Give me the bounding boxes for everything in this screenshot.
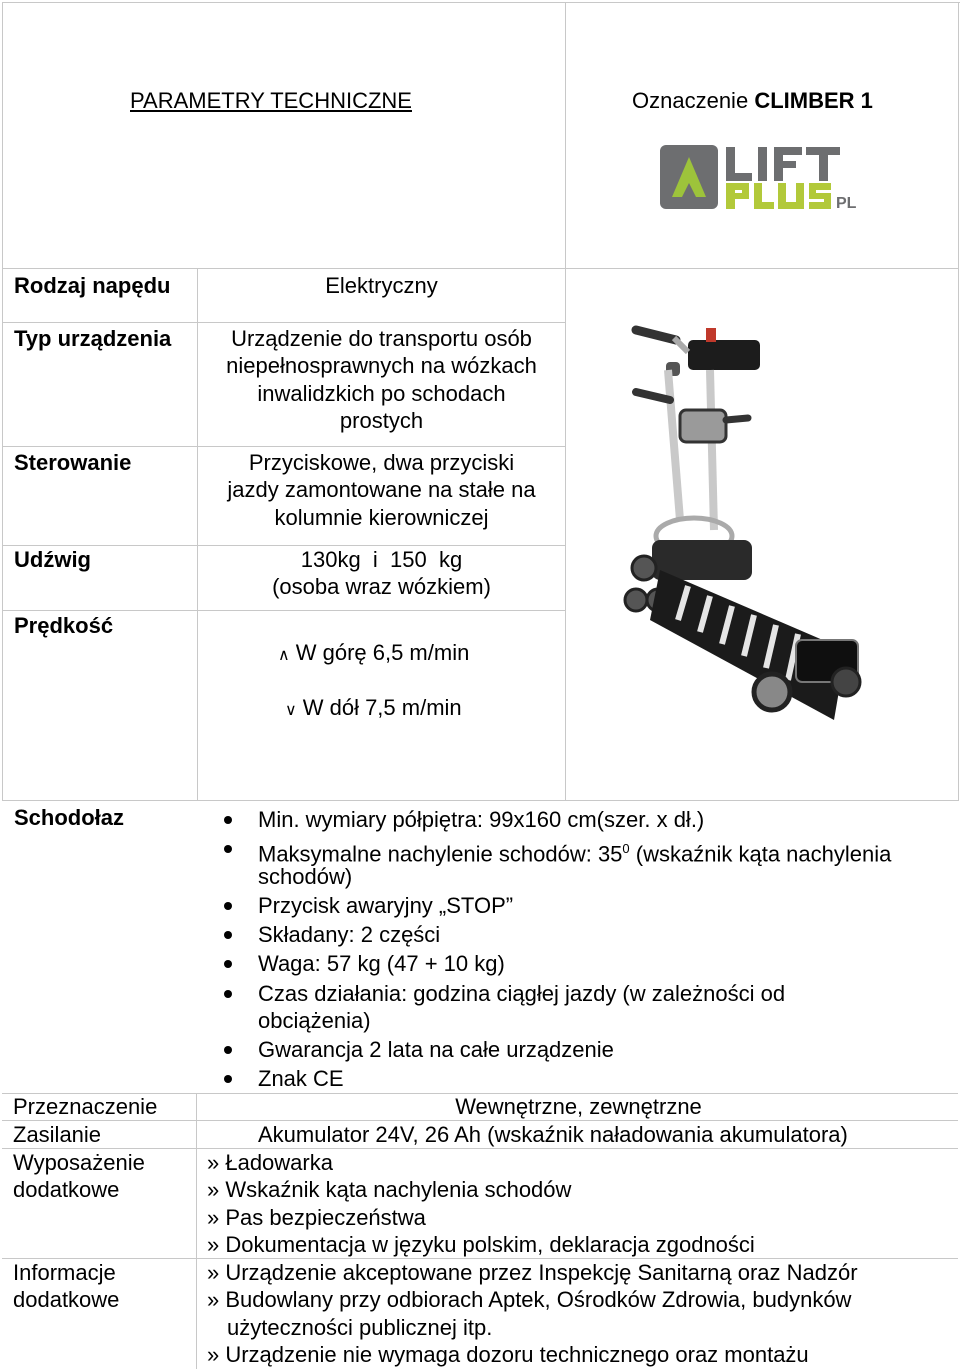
row-line: [2, 322, 565, 323]
spec-item-continuation: schodów): [258, 864, 353, 889]
spec-item-text: Maksymalne nachylenie schodów: 35: [258, 841, 623, 867]
drive-label: Rodzaj napędu: [14, 273, 171, 298]
bullet-icon: [224, 990, 232, 998]
degree-superscript: 0: [622, 841, 630, 856]
bullet-icon: [224, 960, 232, 968]
equipment-label-line: Wyposażenie: [13, 1150, 145, 1175]
row-line: [2, 610, 565, 611]
equipment-item: » Wskaźnik kąta nachylenia schodów: [207, 1177, 572, 1202]
up-caret-icon: ∧: [278, 647, 290, 664]
control-label: Sterowanie: [14, 450, 132, 475]
purpose-label: Przeznaczenie: [13, 1094, 158, 1119]
spec-item: Min. wymiary półpiętra: 99x160 cm(szer. x dł.): [258, 807, 705, 832]
table-border-top: [2, 2, 960, 3]
stairlift-label: Schodołaz: [14, 805, 125, 830]
spec-item: Składany: 2 części: [258, 922, 441, 947]
spec-item: Czas działania: godzina ciągłej jazdy (w zależności od: [258, 981, 786, 1006]
info-label-line: dodatkowe: [13, 1287, 120, 1312]
lift-plus-logo: [660, 143, 880, 215]
device-label: Typ urządzenia: [14, 326, 172, 351]
info-label-line: Informacje: [13, 1260, 116, 1285]
svg-text:PL: PL: [836, 195, 857, 212]
info-line: » Urządzenie nie wymaga dozoru technicznego oraz montażu: [207, 1342, 809, 1367]
capacity-value-line: 130kg i 150 kg: [300, 547, 463, 572]
info-line: » Urządzenie akceptowane przez Inspekcję Sanitarną oraz Nadzór: [207, 1260, 858, 1285]
row-line: [2, 800, 959, 801]
speed-down: [285, 694, 462, 724]
designation: [632, 87, 873, 114]
device-value-line: Urządzenie do transportu osób: [231, 326, 532, 351]
drive-value: Elektryczny: [325, 273, 438, 298]
device-value-line: inwalidzkich po schodach: [257, 381, 506, 406]
equipment-item: » Pas bezpieczeństwa: [207, 1205, 426, 1230]
stair-climber-product-image: [596, 300, 926, 740]
spec-item: Znak CE: [258, 1066, 344, 1091]
capacity-value-line: (osoba wraz wózkiem): [272, 574, 491, 599]
bullet-icon: [224, 845, 232, 853]
capacity-label: Udźwig: [14, 547, 91, 572]
spec-item: Waga: 57 kg (47 + 10 kg): [258, 951, 505, 976]
row-line: [2, 1148, 958, 1149]
spec-item: Gwarancja 2 lata na całe urządzenie: [258, 1037, 614, 1062]
spec-item: [258, 835, 891, 867]
spec-item-text-rest: (wskaźnik kąta nachylenia: [635, 841, 892, 867]
page-title: PARAMETRY TECHNICZNE: [130, 88, 412, 113]
header-bottom-line: [2, 268, 958, 269]
device-value-line: prostych: [339, 408, 424, 433]
control-value-line: Przyciskowe, dwa przyciski: [248, 450, 515, 475]
speed-up: [278, 639, 469, 669]
speed-down-text: W dół 7,5 m/min: [302, 695, 462, 720]
header-divider: [565, 2, 566, 800]
power-label: Zasilanie: [13, 1122, 102, 1147]
purpose-value: Wewnętrzne, zewnętrzne: [455, 1094, 702, 1119]
lower-label-column-line: [196, 1093, 197, 1369]
speed-up-text: W górę 6,5 m/min: [295, 640, 470, 665]
designation-prefix: Oznaczenie: [632, 88, 749, 113]
bullet-icon: [224, 931, 232, 939]
device-value-line: niepełnosprawnych na wózkach: [226, 353, 537, 378]
table-border-right: [958, 2, 959, 800]
bullet-icon: [224, 1046, 232, 1054]
table-border-left: [2, 2, 3, 800]
equipment-item: » Dokumentacja w języku polskim, deklaracja zgodności: [207, 1232, 755, 1257]
bullet-icon: [224, 816, 232, 824]
control-value-line: jazdy zamontowane na stałe na: [227, 477, 536, 502]
down-caret-icon: ∨: [285, 702, 297, 719]
spec-item: Przycisk awaryjny „STOP”: [258, 893, 514, 918]
spec-item-continuation: obciążenia): [258, 1008, 371, 1033]
equipment-label-line: dodatkowe: [13, 1177, 120, 1202]
designation-model: CLIMBER 1: [754, 88, 873, 113]
row-line: [2, 446, 565, 447]
bullet-icon: [224, 1075, 232, 1083]
speed-label: Prędkość: [14, 613, 114, 638]
bullet-icon: [224, 902, 232, 910]
equipment-item: » Ładowarka: [207, 1150, 333, 1175]
info-line: użyteczności publicznej itp.: [227, 1315, 493, 1340]
info-line: » Budowlany przy odbiorach Aptek, Ośrodków Zdrowia, budynków: [207, 1287, 852, 1312]
control-value-line: kolumnie kierowniczej: [274, 505, 489, 530]
power-value: Akumulator 24V, 26 Ah (wskaźnik naładowania akumulatora): [258, 1122, 848, 1147]
